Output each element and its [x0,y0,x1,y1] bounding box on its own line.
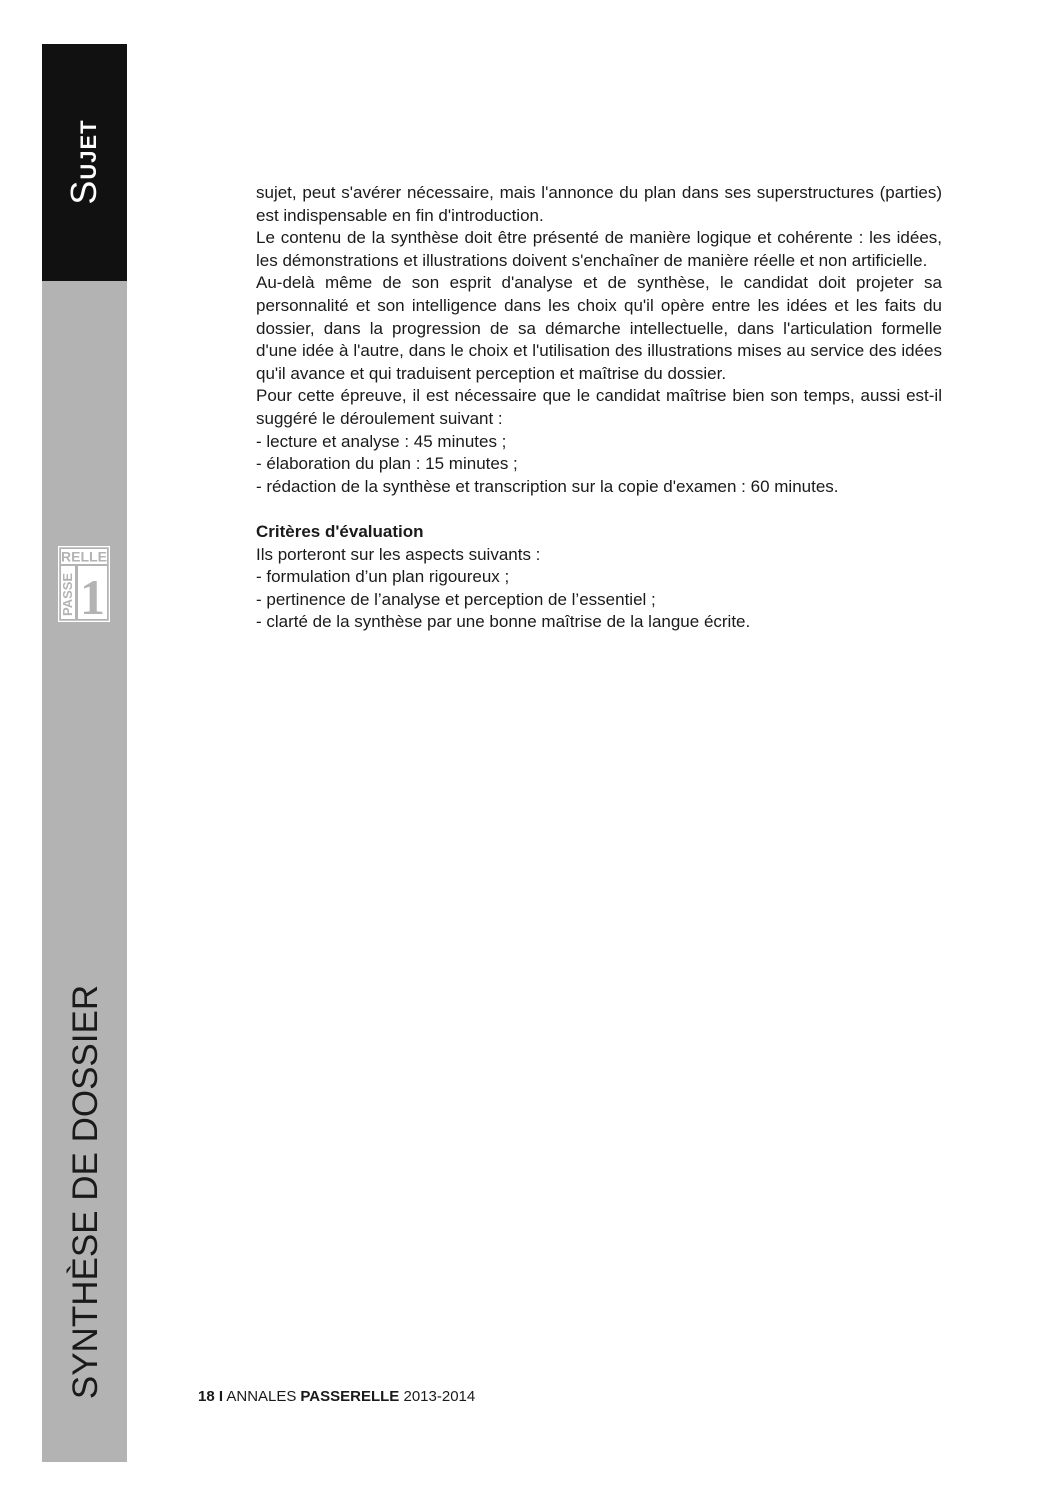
passerelle-1-logo-icon [58,546,110,622]
footer-years: 2013-2014 [403,1388,476,1405]
criteria-item: - pertinence de l’analyse et perception de l’essentiel ; [256,589,656,609]
footer-prefix: ANNALES [226,1388,297,1405]
vertical-section-title: SYNTHÈSE DE DOSSIER [66,984,105,1400]
paragraph: Pour cette épreuve, il est nécessaire que le candidat maîtrise bien son temps, aussi est-il suggéré le déroulement suivant : [256,386,942,428]
schedule-item: - élaboration du plan : 15 minutes ; [256,454,518,474]
paragraph: Au-delà même de son esprit d'analyse et de synthèse, le candidat doit projeter sa personnalité et son intelligence dans les choix qu'il opère entre les idées et les faits du dossier, dans la progression de sa démarche intellectuelle, dans l'articulation formelle d'une idée à l'autre, dans le choix et l'utilisation des illustrations mises au service des idées qu'il avance et qui traduisent perception et maîtrise du dossier. [256,273,942,383]
logo-number: 1 [80,569,105,622]
criteria-item: - clarté de la synthèse par une bonne maîtrise de la langue écrite. [256,612,751,632]
main-content [256,182,942,634]
paragraph: Le contenu de la synthèse doit être présenté de manière logique et cohérente : les idées, les démonstrations et illustrations doivent s'enchaîner de manière réelle et non artificielle. [256,228,942,270]
section-label-initial: S [63,179,104,205]
logo-side-text: PASSE [60,572,75,616]
spacer [256,498,942,521]
section-label-rest: UJET [76,119,101,180]
schedule-item: - rédaction de la synthèse et transcription sur la copie d'examen : 60 minutes. [256,476,839,496]
page-footer [198,1388,475,1405]
schedule-item: - lecture et analyse : 45 minutes ; [256,431,507,451]
paragraph: sujet, peut s'avérer nécessaire, mais l'annonce du plan dans ses superstructures (parties) est indispensable en fin d'introduction. [256,183,942,225]
footer-brand: PASSERELLE [300,1388,400,1405]
footer-separator: I [218,1388,224,1405]
criteria-intro: Ils porteront sur les aspects suivants : [256,544,541,564]
criteria-item: - formulation d’un plan rigoureux ; [256,567,510,587]
page-number: 18 [198,1388,215,1405]
section-label [63,119,105,204]
logo-top-text: RELLE [61,548,107,565]
criteria-heading: Critères d'évaluation [256,521,424,541]
